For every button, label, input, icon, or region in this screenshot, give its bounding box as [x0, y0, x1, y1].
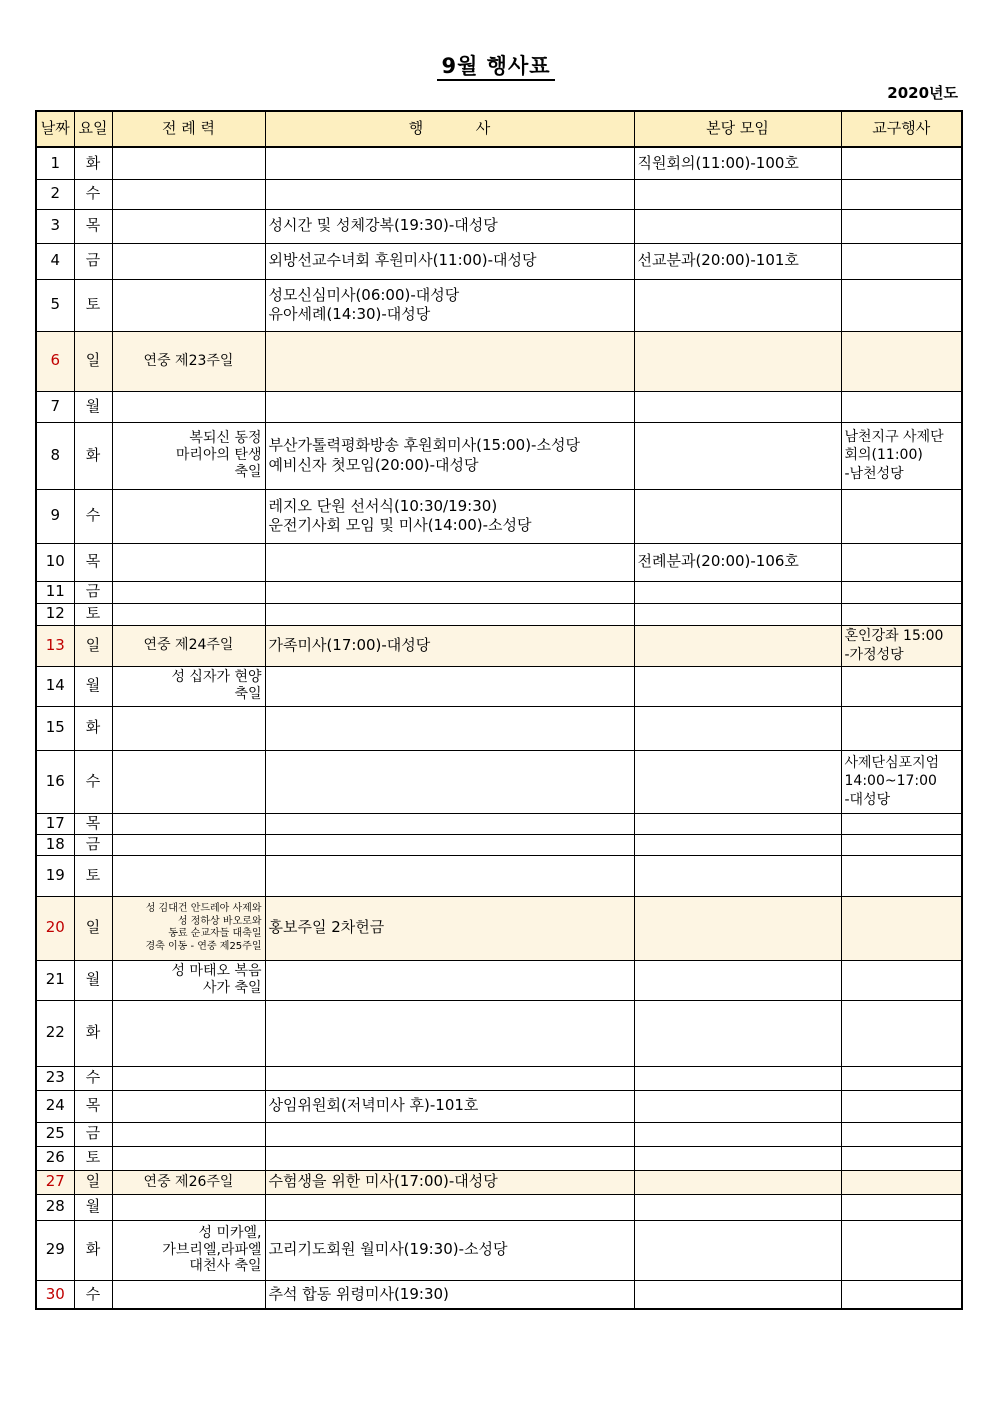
diocese-cell — [841, 1066, 962, 1090]
diocese-cell — [841, 581, 962, 603]
events-cell: 고리기도회원 월미사(19:30)-소성당 — [265, 1220, 634, 1280]
date-cell: 26 — [36, 1146, 74, 1170]
dow-cell: 일 — [74, 1170, 112, 1194]
liturgy-cell — [112, 1122, 265, 1146]
meeting-cell — [634, 1146, 841, 1170]
events-cell — [265, 834, 634, 855]
diocese-cell: 혼인강좌 15:00 -가정성당 — [841, 625, 962, 666]
table-row — [36, 1090, 962, 1122]
dow-cell: 토 — [74, 1146, 112, 1170]
meeting-cell — [634, 625, 841, 666]
events-cell: 상임위원회(저녁미사 후)-101호 — [265, 1090, 634, 1122]
dow-cell: 수 — [74, 489, 112, 543]
meeting-cell — [634, 279, 841, 331]
meeting-cell: 선교분과(20:00)-101호 — [634, 243, 841, 279]
date-cell: 7 — [36, 391, 74, 422]
meeting-cell — [634, 603, 841, 625]
col-meeting-header: 본당 모임 — [634, 111, 841, 147]
diocese-cell — [841, 179, 962, 209]
date-cell: 12 — [36, 603, 74, 625]
events-cell — [265, 391, 634, 422]
liturgy-cell — [112, 243, 265, 279]
col-events-header: 행 사 — [265, 111, 634, 147]
events-cell: 부산가톨력평화방송 후원회미사(15:00)-소성당 예비신자 첫모임(20:00)-대성당 — [265, 422, 634, 489]
dow-cell: 목 — [74, 813, 112, 834]
liturgy-cell — [112, 1146, 265, 1170]
table-row — [36, 581, 962, 603]
date-cell: 13 — [36, 625, 74, 666]
table-row — [36, 750, 962, 813]
table-row — [36, 1000, 962, 1066]
table-row — [36, 834, 962, 855]
date-cell: 6 — [36, 331, 74, 391]
dow-cell: 토 — [74, 855, 112, 896]
liturgy-cell — [112, 543, 265, 581]
dow-cell: 월 — [74, 1194, 112, 1220]
events-cell — [265, 147, 634, 179]
date-cell: 9 — [36, 489, 74, 543]
meeting-cell — [634, 391, 841, 422]
meeting-cell — [634, 1122, 841, 1146]
date-cell: 18 — [36, 834, 74, 855]
dow-cell: 월 — [74, 391, 112, 422]
date-cell: 3 — [36, 209, 74, 243]
liturgy-cell — [112, 581, 265, 603]
diocese-cell: 사제단심포지엄 14:00~17:00 -대성당 — [841, 750, 962, 813]
meeting-cell — [634, 581, 841, 603]
events-cell: 가족미사(17:00)-대성당 — [265, 625, 634, 666]
diocese-cell — [841, 1146, 962, 1170]
date-cell: 11 — [36, 581, 74, 603]
events-cell — [265, 581, 634, 603]
schedule-table — [35, 110, 963, 1310]
meeting-cell — [634, 179, 841, 209]
table-row — [36, 896, 962, 960]
meeting-cell — [634, 706, 841, 750]
date-cell: 22 — [36, 1000, 74, 1066]
liturgy-cell — [112, 279, 265, 331]
diocese-cell — [841, 543, 962, 581]
date-cell: 27 — [36, 1170, 74, 1194]
table-row — [36, 960, 962, 1000]
meeting-cell: 직원회의(11:00)-100호 — [634, 147, 841, 179]
table-row — [36, 666, 962, 706]
diocese-cell — [841, 279, 962, 331]
diocese-cell — [841, 391, 962, 422]
events-cell — [265, 750, 634, 813]
date-cell: 4 — [36, 243, 74, 279]
dow-cell: 월 — [74, 666, 112, 706]
meeting-cell — [634, 1220, 841, 1280]
events-cell — [265, 855, 634, 896]
diocese-cell — [841, 896, 962, 960]
diocese-cell — [841, 1122, 962, 1146]
date-cell: 2 — [36, 179, 74, 209]
dow-cell: 금 — [74, 243, 112, 279]
table-row — [36, 179, 962, 209]
dow-cell: 일 — [74, 896, 112, 960]
dow-cell: 금 — [74, 1122, 112, 1146]
date-cell: 21 — [36, 960, 74, 1000]
diocese-cell — [841, 243, 962, 279]
diocese-cell — [841, 209, 962, 243]
dow-cell: 목 — [74, 209, 112, 243]
table-row — [36, 813, 962, 834]
liturgy-cell — [112, 179, 265, 209]
events-cell — [265, 666, 634, 706]
events-cell: 성모신심미사(06:00)-대성당 유아세례(14:30)-대성당 — [265, 279, 634, 331]
table-row — [36, 422, 962, 489]
table-row — [36, 209, 962, 243]
dow-cell: 수 — [74, 1280, 112, 1309]
table-row — [36, 855, 962, 896]
dow-cell: 화 — [74, 1000, 112, 1066]
dow-cell: 화 — [74, 1220, 112, 1280]
liturgy-cell: 성 미카엘, 가브리엘,라파엘 대천사 축일 — [112, 1220, 265, 1280]
dow-cell: 화 — [74, 422, 112, 489]
dow-cell: 금 — [74, 834, 112, 855]
meeting-cell — [634, 1066, 841, 1090]
dow-cell: 화 — [74, 706, 112, 750]
liturgy-cell — [112, 489, 265, 543]
col-dow-header: 요일 — [74, 111, 112, 147]
date-cell: 25 — [36, 1122, 74, 1146]
events-cell: 레지오 단원 선서식(10:30/19:30) 운전기사회 모임 및 미사(14:00)-소성당 — [265, 489, 634, 543]
diocese-cell — [841, 147, 962, 179]
events-cell: 외방선교수녀회 후원미사(11:00)-대성당 — [265, 243, 634, 279]
meeting-cell — [634, 422, 841, 489]
schedule-body — [36, 147, 962, 1309]
meeting-cell — [634, 1170, 841, 1194]
diocese-cell — [841, 813, 962, 834]
diocese-cell — [841, 706, 962, 750]
liturgy-cell — [112, 1000, 265, 1066]
dow-cell: 목 — [74, 543, 112, 581]
diocese-cell — [841, 1280, 962, 1309]
liturgy-cell — [112, 209, 265, 243]
dow-cell: 토 — [74, 603, 112, 625]
dow-cell: 일 — [74, 625, 112, 666]
events-cell — [265, 1194, 634, 1220]
date-cell: 10 — [36, 543, 74, 581]
meeting-cell — [634, 1280, 841, 1309]
diocese-cell — [841, 1194, 962, 1220]
meeting-cell — [634, 666, 841, 706]
table-row — [36, 331, 962, 391]
date-cell: 24 — [36, 1090, 74, 1122]
events-cell — [265, 603, 634, 625]
meeting-cell: 전례분과(20:00)-106호 — [634, 543, 841, 581]
events-cell — [265, 1122, 634, 1146]
diocese-cell: 남천지구 사제단 회의(11:00) -남천성당 — [841, 422, 962, 489]
meeting-cell — [634, 813, 841, 834]
events-cell: 성시간 및 성체강복(19:30)-대성당 — [265, 209, 634, 243]
diocese-cell — [841, 489, 962, 543]
diocese-cell — [841, 1090, 962, 1122]
dow-cell: 수 — [74, 179, 112, 209]
date-cell: 17 — [36, 813, 74, 834]
meeting-cell — [634, 834, 841, 855]
liturgy-cell: 연중 제24주일 — [112, 625, 265, 666]
events-cell — [265, 1066, 634, 1090]
date-cell: 29 — [36, 1220, 74, 1280]
liturgy-cell — [112, 391, 265, 422]
liturgy-cell: 성 십자가 현양 축일 — [112, 666, 265, 706]
events-cell — [265, 543, 634, 581]
date-cell: 14 — [36, 666, 74, 706]
table-row — [36, 1280, 962, 1309]
year-label: 2020년도 — [887, 84, 958, 102]
meeting-cell — [634, 960, 841, 1000]
table-row — [36, 391, 962, 422]
events-cell: 홍보주일 2차헌금 — [265, 896, 634, 960]
events-cell — [265, 179, 634, 209]
table-row — [36, 1194, 962, 1220]
liturgy-cell — [112, 147, 265, 179]
events-cell — [265, 1146, 634, 1170]
diocese-cell — [841, 855, 962, 896]
diocese-cell — [841, 960, 962, 1000]
liturgy-cell: 성 마태오 복음 사가 축일 — [112, 960, 265, 1000]
meeting-cell — [634, 855, 841, 896]
meeting-cell — [634, 1194, 841, 1220]
liturgy-cell — [112, 855, 265, 896]
dow-cell: 금 — [74, 581, 112, 603]
dow-cell: 수 — [74, 1066, 112, 1090]
table-row — [36, 1220, 962, 1280]
table-row — [36, 147, 962, 179]
col-date-header: 날짜 — [36, 111, 74, 147]
events-cell — [265, 706, 634, 750]
diocese-cell — [841, 1170, 962, 1194]
diocese-cell — [841, 1000, 962, 1066]
date-cell: 23 — [36, 1066, 74, 1090]
meeting-cell — [634, 896, 841, 960]
meeting-cell — [634, 209, 841, 243]
table-row — [36, 279, 962, 331]
date-cell: 1 — [36, 147, 74, 179]
meeting-cell — [634, 750, 841, 813]
liturgy-cell: 성 김대건 안드레아 사제와 성 정하상 바오로와 동료 순교자들 대축일 경축 이동 - 연중 제25주일 — [112, 896, 265, 960]
diocese-cell — [841, 331, 962, 391]
events-cell — [265, 960, 634, 1000]
events-cell: 수험생을 위한 미사(17:00)-대성당 — [265, 1170, 634, 1194]
date-cell: 16 — [36, 750, 74, 813]
dow-cell: 화 — [74, 147, 112, 179]
events-cell — [265, 813, 634, 834]
table-row — [36, 706, 962, 750]
page-title-wrap — [0, 50, 992, 80]
table-row — [36, 625, 962, 666]
diocese-cell — [841, 1220, 962, 1280]
liturgy-cell — [112, 813, 265, 834]
date-cell: 5 — [36, 279, 74, 331]
table-row — [36, 543, 962, 581]
diocese-cell — [841, 834, 962, 855]
liturgy-cell — [112, 603, 265, 625]
liturgy-cell: 연중 제23주일 — [112, 331, 265, 391]
table-row — [36, 243, 962, 279]
liturgy-cell — [112, 1066, 265, 1090]
table-row — [36, 1146, 962, 1170]
date-cell: 28 — [36, 1194, 74, 1220]
meeting-cell — [634, 489, 841, 543]
date-cell: 30 — [36, 1280, 74, 1309]
diocese-cell — [841, 666, 962, 706]
table-row — [36, 1066, 962, 1090]
table-row — [36, 1122, 962, 1146]
date-cell: 8 — [36, 422, 74, 489]
dow-cell: 수 — [74, 750, 112, 813]
dow-cell: 월 — [74, 960, 112, 1000]
liturgy-cell — [112, 750, 265, 813]
events-cell — [265, 331, 634, 391]
page-title: 9월 행사표 — [437, 54, 554, 81]
date-cell: 15 — [36, 706, 74, 750]
meeting-cell — [634, 1090, 841, 1122]
events-cell: 추석 합동 위령미사(19:30) — [265, 1280, 634, 1309]
liturgy-cell — [112, 1280, 265, 1309]
col-diocese-header: 교구행사 — [841, 111, 962, 147]
meeting-cell — [634, 1000, 841, 1066]
liturgy-cell: 연중 제26주일 — [112, 1170, 265, 1194]
table-row — [36, 603, 962, 625]
table-row — [36, 1170, 962, 1194]
events-cell — [265, 1000, 634, 1066]
liturgy-cell — [112, 1194, 265, 1220]
col-liturgy-header: 전 례 력 — [112, 111, 265, 147]
dow-cell: 토 — [74, 279, 112, 331]
header-row — [36, 111, 962, 147]
table-row — [36, 489, 962, 543]
meeting-cell — [634, 331, 841, 391]
dow-cell: 일 — [74, 331, 112, 391]
diocese-cell — [841, 603, 962, 625]
date-cell: 20 — [36, 896, 74, 960]
liturgy-cell — [112, 706, 265, 750]
date-cell: 19 — [36, 855, 74, 896]
dow-cell: 목 — [74, 1090, 112, 1122]
liturgy-cell — [112, 1090, 265, 1122]
liturgy-cell — [112, 834, 265, 855]
liturgy-cell: 복되신 동정 마리아의 탄생 축일 — [112, 422, 265, 489]
